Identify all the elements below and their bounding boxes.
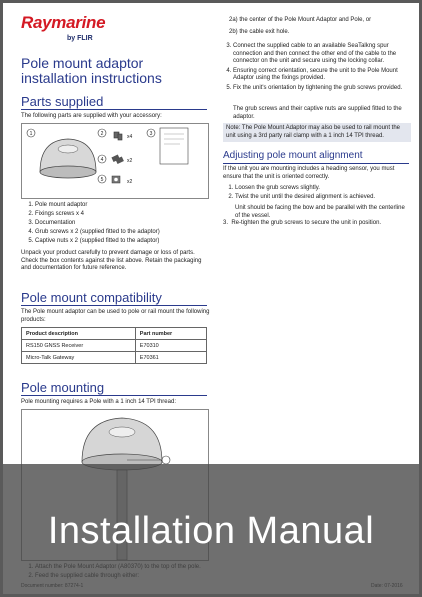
cell-part: E70310 [135,340,206,352]
grub-note: The grub screws and their captive nuts are supplied fitted to the adaptor. [233,106,402,120]
parts-intro: The following parts are supplied with your accessory: [21,113,162,119]
raymarine-logo [21,13,121,47]
align-heading: Adjusting pole mount alignment [223,150,363,161]
callout-2-label: 2 [100,131,104,137]
note-box: Note: The Pole Mount Adaptor may also be used to rail mount the unit using a 3rd party rail clamp with a 1 inch 14 TPI thread. [223,123,411,142]
list-item: 1. Pole mount adaptor [35,201,221,210]
bow-note: Unit should be facing the bow and be parallel with the centerline of the vessel. [235,205,405,219]
fixing-screws-illustration [114,132,122,140]
table-row [22,352,207,364]
parts-figure [21,123,209,199]
brand-sub: by FLIR [67,35,93,42]
list-item: 2. Fixings screws x 4 [35,210,221,219]
unpack-note: Unpack your product carefully to prevent damage or loss of parts. Check the box contents against the list above. Retain the packaging and documentation for future reference. [21,250,202,271]
list-item: 4. Ensuring correct orientation, secure the unit to the Pole Mount Adaptor using the fixings provided. [233,68,417,83]
list-item: 5. Fix the unit's orientation by tightening the grub screws provided. [233,85,417,93]
table-row [22,340,207,352]
mounting-intro: Pole mounting requires a Pole with a 1 inch 14 TPI thread: [21,399,176,405]
cell-desc: Micro-Talk Gateway [22,352,136,364]
cell-part: E70361 [135,352,206,364]
documentation-illustration [160,128,188,164]
compat-intro: The Pole mount adaptor can be used to pole or rail mount the following products: [21,309,210,323]
callout-3-label: 3 [149,131,153,137]
parts-heading: Parts supplied [21,94,104,109]
substep-2b: 2b) the cable exit hole. [229,29,290,35]
screws-qty: x4 [127,134,133,140]
nuts-qty: x2 [127,179,133,185]
align-steps [223,184,419,202]
page-title: Pole mount adaptor installation instructions [21,55,162,86]
align-rule [223,163,409,164]
compat-table [21,327,207,364]
captive-nuts-illustration [112,176,120,183]
list-item: 2. Twist the unit until the desired alignment is achieved. [235,193,419,202]
mounting-heading: Pole mounting [21,380,105,395]
cell-desc: RS150 GNSS Receiver [22,340,136,352]
parts-rule [21,109,207,110]
grub-qty: x2 [127,158,133,164]
compat-rule [21,305,207,306]
align-step-3: 3. Re-tighten the grub screws to secure the unit in position. [223,220,382,226]
callout-4-label: 4 [100,157,104,163]
align-intro: If the unit you are mounting includes a heading sensor, you must ensure that the unit is oriented correctly. [223,166,395,180]
table-header-row [22,328,207,340]
align-step-3-text: Re-tighten the grub screws to secure the unit in position. [231,220,382,226]
callout-1-label: 1 [29,131,33,137]
manual-page [3,3,419,594]
col-product-description: Product description [22,328,136,340]
grub-screws-illustration [111,154,123,163]
list-item: 1. Loosen the grub screws slightly. [235,184,419,193]
installation-manual-banner[interactable] [3,464,419,594]
brand-name: Raymarine [21,13,106,32]
list-item: 4. Grub screws x 2 (supplied fitted to the adaptor) [35,228,221,237]
compat-heading: Pole mount compatibility [21,290,162,305]
col-part-number: Part number [135,328,206,340]
list-item: 3. Documentation [35,219,221,228]
parts-illustration [22,124,208,198]
list-item: 5. Captive nuts x 2 (supplied fitted to the adaptor) [35,237,221,246]
list-item: 3. Connect the supplied cable to an available SeaTalkng spur connection and then connect the other end of the cable to the connector on the unit and secure using the locking collar. [233,43,417,66]
mounting-rule [21,395,207,396]
parts-list [23,201,221,246]
callout-5-label: 5 [100,177,104,183]
substep-2a: 2a) the center of the Pole Mount Adaptor and Pole, or [229,17,372,23]
right-steps [221,43,417,92]
banner-title: Installation Manual [47,510,375,552]
